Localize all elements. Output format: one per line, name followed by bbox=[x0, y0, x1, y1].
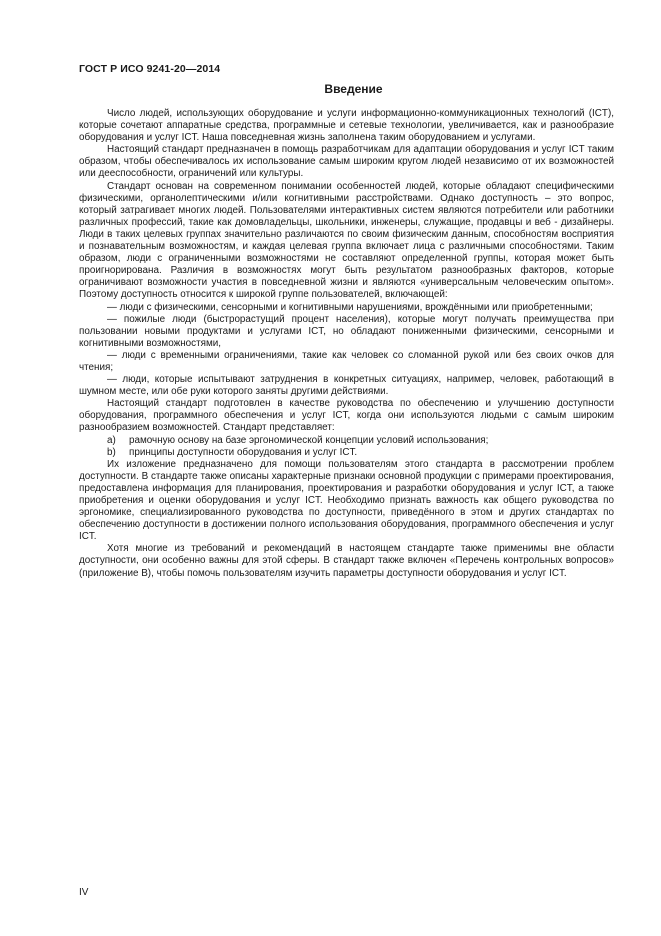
section-title bbox=[0, 82, 661, 96]
paragraph: Хотя многие из требований и рекомендаций в настоящем стандарте также применимы вне области доступности, они особенно важны для этой сферы. В стандарт также включен «Перечень контрольных вопросов» (приложение B), чтобы помочь пользователям изучить параметры доступности оборудования и услуг ICT. bbox=[79, 543, 614, 579]
list-marker: b) bbox=[107, 446, 116, 458]
section-title-text: Введение bbox=[324, 82, 383, 96]
dash-list-item: — пожилые люди (быстрорастущий процент населения), которые могут получать преимущества при пользовании новыми продуктами и услугами ICT, но обладают пониженными физическими, сенсорными и когнитивными возможностями, bbox=[79, 313, 614, 349]
list-item-text: рамочную основу на базе эргономической концепции условий использования; bbox=[129, 434, 489, 446]
page-number: IV bbox=[79, 887, 89, 898]
list-item-text: принципы доступности оборудования и услуг ICT. bbox=[129, 446, 358, 458]
standard-header: ГОСТ Р ИСО 9241-20—2014 bbox=[79, 63, 221, 75]
body-text bbox=[79, 108, 614, 580]
enumerated-list-item bbox=[79, 447, 614, 459]
paragraph: Число людей, использующих оборудование и услуги информационно-коммуникационных технологий (ICT), которые сочетают аппаратные средства, программные и сетевые технологии, увеличивается, как и разнообразие оборудования и услуг ICT. Наша повседневная жизнь заполнена таким оборудованием и услугами. bbox=[79, 108, 614, 144]
dash-list-item: — люди с временными ограничениями, такие как человек со сломанной рукой или без своих очков для чтения; bbox=[79, 349, 614, 373]
dash-list-item: — люди, которые испытывают затруднения в конкретных ситуациях, например, человек, работающий в шумном месте, или обе руки которого заняты другими действиями. bbox=[79, 374, 614, 398]
paragraph: Настоящий стандарт подготовлен в качестве руководства по обеспечению и улучшению доступности оборудования, программного обеспечения и услуг ICT, когда они используются людьми с самым широким разнообразием возможностей. Стандарт представляет: bbox=[79, 398, 614, 434]
dash-list-item: — люди с физическими, сенсорными и когнитивными нарушениями, врождёнными или приобретенными; bbox=[107, 301, 593, 313]
paragraph: Их изложение предназначено для помощи пользователям этого стандарта в рассмотрении проблем доступности. В стандарте также описаны характерные признаки основной продукции с примерами проектирования, предоставлена информация для планирования, проектирования и разработки оборудования и услуг ICT, а также приобретения и оценки оборудования и услуг ICT. Необходимо признать важность как общего руководства по эргономике, специализированного руководства по доступности, приведённого в этом и других стандартах по обеспечению доступности в достижении полного использования оборудования, программного обеспечения и услуг ICT. bbox=[79, 458, 614, 543]
paragraph: Настоящий стандарт предназначен в помощь разработчикам для адаптации оборудования и услуг ICT таким образом, чтобы обеспечивалось их использование самым широким кругом людей независимо от их возможностей или дееспособности, ограничений или культуры. bbox=[79, 144, 614, 180]
enumerated-list-item bbox=[79, 435, 614, 447]
paragraph: Стандарт основан на современном понимании особенностей людей, которые обладают специфическими физическими, органолептическими и/или когнитивными расстройствами. Однако доступность – это вопрос, который затрагивает многих людей. Пользователями интерактивных систем являются потребители или работники различных профессий, такие как домовладельцы, школьники, инженеры, служащие, продавцы и веб - дизайнеры. Люди в таких целевых группах значительно различаются по своим физическим данным, способностям восприятия и познавательным возможностям, и каждая целевая группа включает лица с различными способностями. Таким образом, люди с ограниченными возможностями не составляют определенной группы, которая может быть проигнорирована. Различия в возможностях могут быть результатом разнообразных факторов, которые ограничивают возможности участия в повседневной жизни и являются «универсальным человеческим опытом». Поэтому доступность относится к широкой группе пользователей, включающей: bbox=[79, 180, 614, 301]
list-marker: a) bbox=[107, 434, 116, 446]
